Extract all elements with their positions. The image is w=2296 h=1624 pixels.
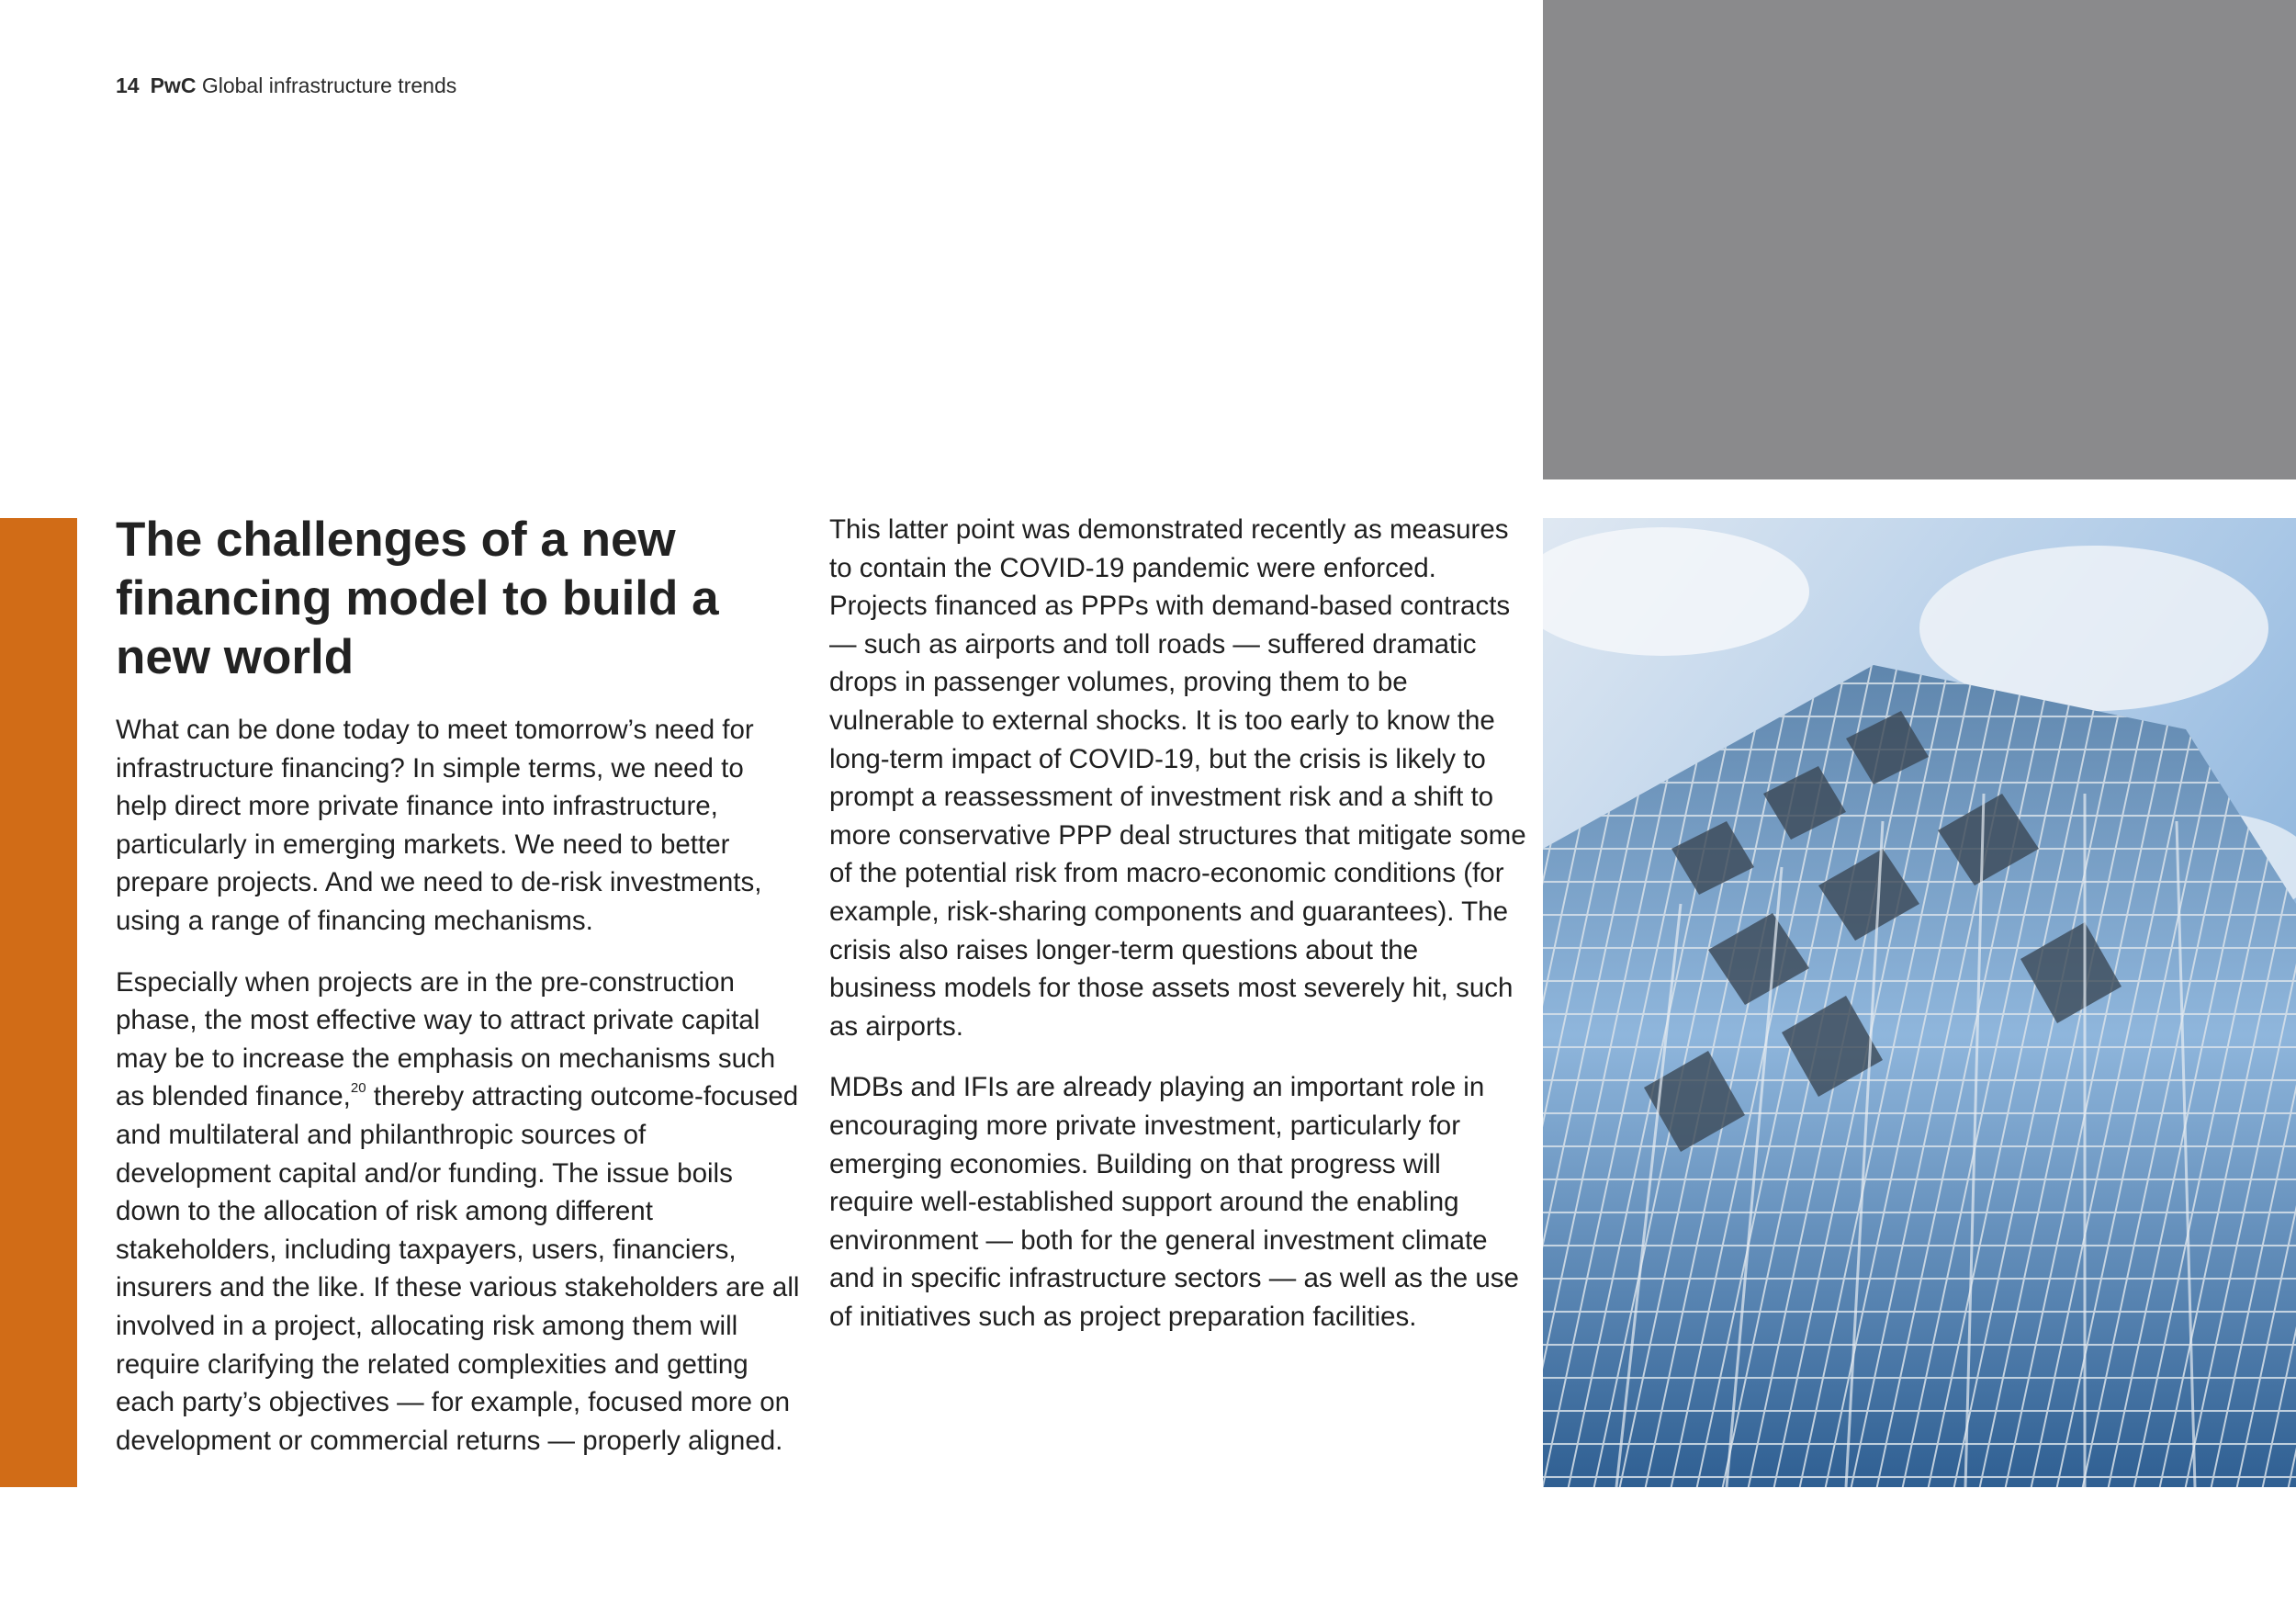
brand-name: PwC [150, 73, 197, 97]
accent-bar [0, 518, 77, 1487]
right-paragraph-2: MDBs and IFIs are already playing an important role in encouraging more private investment, particularly for emerging economies. Building on that progress will require well-established support around the enabling environment — both for the general investment climate and in specific infrastructure sectors — as well as the use of initiatives such as project preparation facilities. [829, 1072, 1519, 1332]
building-photo [1543, 518, 2296, 1487]
left-paragraph-2-start: Especially when projects are in the pre-construction phase, the most effective way to attract private capital may be to increase the emphasis on mechanisms such as blended finance, [116, 966, 776, 1112]
glass-tower-illustration [1543, 518, 2296, 1487]
left-paragraph-2 [116, 964, 800, 1460]
page-header [116, 73, 456, 98]
right-column [829, 511, 1527, 1359]
left-paragraph-2-end: thereby attracting outcome-focused and multilateral and philanthropic sources of development capital and/or funding. The issue boils down to the allocation of risk among different stakeholders, including taxpayers, users, financiers, insurers and the like. If these various stakeholders are all involved in a project, allocating risk among them will require clarifying the related complexities and getting each party’s objectives — for example, focused more on development or commercial returns — properly aligned. [116, 1081, 800, 1456]
right-paragraph-1: This latter point was demonstrated recently as measures to contain the COVID-19 pandemic were enforced. Projects financed as PPPs with demand-based contracts — such as airports and toll roads — suffered dramatic drops in passenger volumes, proving them to be vulnerable to external shocks. It is too early to know the long-term impact of COVID-19, but the crisis is likely to prompt a reassessment of investment risk and a shift to more conservative PPP deal structures that mitigate some of the potential risk from macro-economic conditions (for example, risk-sharing components and guarantees). The crisis also raises longer-term questions about the business models for those assets most severely hit, such as airports. [829, 514, 1526, 1042]
publication-title: Global infrastructure trends [201, 73, 457, 97]
page-number: 14 [116, 73, 140, 97]
grey-block [1543, 0, 2296, 479]
left-paragraph-1: What can be done today to meet tomorrow’s need for infrastructure financing? In simple terms, we need to help direct more private finance into infrastructure, particularly in emerging markets. We need to better prepare projects. And we need to de-risk investments, using a range of financing mechanisms. [116, 715, 762, 936]
footnote-reference[interactable]: 20 [350, 1080, 366, 1097]
article-title: The challenges of a new financing model to build a new world [116, 513, 719, 684]
left-column [116, 511, 800, 1483]
